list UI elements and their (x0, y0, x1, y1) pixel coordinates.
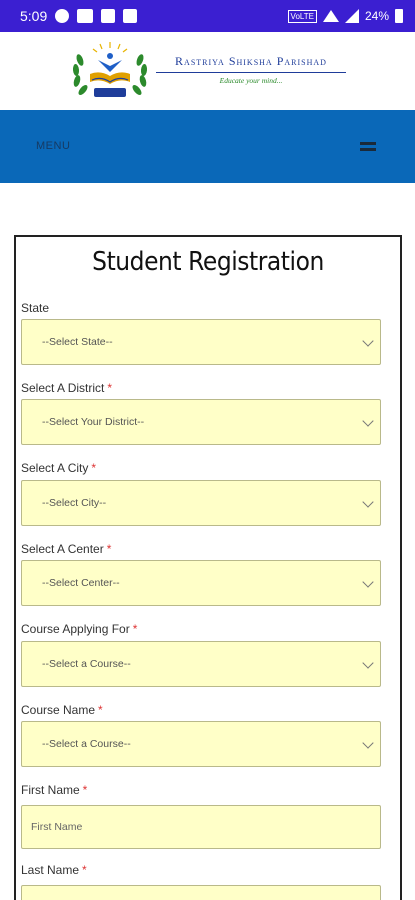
last-name-label-text: Last Name (21, 863, 80, 877)
hamburger-line (360, 142, 376, 145)
hamburger-line (360, 148, 376, 151)
volte-icon: VoLTE (288, 10, 317, 23)
required-marker: * (107, 381, 113, 395)
required-marker: * (82, 783, 88, 797)
hamburger-icon[interactable] (360, 138, 380, 154)
state-label (21, 301, 49, 315)
course-applying-select[interactable] (21, 641, 381, 687)
nfc-icon (77, 9, 93, 23)
center-label (21, 542, 111, 556)
required-marker: * (91, 461, 97, 475)
required-marker: * (98, 703, 103, 717)
course-name-select-value: --Select a Course-- (42, 738, 131, 750)
form-title: Student Registration (92, 247, 324, 277)
logo-header (0, 32, 415, 110)
menu-label[interactable]: MENU (36, 140, 71, 152)
course-applying-select-value: --Select a Course-- (42, 658, 131, 670)
district-label-text: Select A District (21, 381, 105, 395)
required-marker: * (106, 542, 112, 556)
required-marker: * (82, 863, 87, 877)
chevron-down-icon (362, 657, 373, 668)
status-time: 5:09 (20, 8, 48, 24)
last-name-label (21, 863, 87, 877)
battery-icon (395, 9, 403, 23)
logo-texts (156, 54, 346, 85)
required-marker: * (132, 622, 138, 636)
district-label (21, 381, 112, 395)
chevron-down-icon (362, 576, 373, 587)
chevron-down-icon (362, 496, 373, 507)
status-left (20, 8, 137, 24)
menu-bar (0, 110, 415, 183)
city-label (21, 461, 96, 475)
chevron-down-icon (362, 335, 373, 346)
first-name-label-text: First Name (21, 783, 80, 797)
district-select[interactable] (21, 399, 381, 445)
rsp-logo-icon[interactable] (68, 38, 152, 104)
course-applying-label (21, 622, 137, 636)
notification-icon (55, 9, 69, 23)
chevron-down-icon (362, 415, 373, 426)
state-select-value: --Select State-- (42, 336, 113, 348)
signal-icon (345, 9, 359, 23)
status-bar (0, 0, 415, 32)
city-select-value: --Select City-- (42, 497, 107, 509)
course-applying-label-text: Course Applying For (21, 622, 130, 636)
state-select[interactable] (21, 319, 381, 365)
center-select-value: --Select Center-- (42, 577, 120, 589)
gallery-icon (123, 9, 137, 23)
status-right (288, 9, 403, 23)
chevron-down-icon (362, 737, 373, 748)
city-label-text: Select A City (21, 461, 89, 475)
first-name-label (21, 783, 87, 797)
org-name: Rastriya Shiksha Parishad (156, 54, 346, 73)
city-select[interactable] (21, 480, 381, 526)
course-name-label-text: Course Name (21, 703, 96, 717)
course-name-label (21, 703, 103, 717)
first-name-input[interactable] (21, 805, 381, 849)
state-label-text: State (21, 301, 50, 315)
district-select-value: --Select Your District-- (42, 416, 145, 428)
center-select[interactable] (21, 560, 381, 606)
org-tagline: Educate your mind... (219, 76, 283, 85)
last-name-input[interactable] (21, 885, 381, 900)
wifi-icon (323, 10, 339, 22)
battery-percent: 24% (364, 9, 389, 23)
notification-square-icon (101, 9, 115, 23)
registration-form (14, 235, 402, 900)
center-label-text: Select A Center (21, 542, 104, 556)
course-name-select[interactable] (21, 721, 381, 767)
